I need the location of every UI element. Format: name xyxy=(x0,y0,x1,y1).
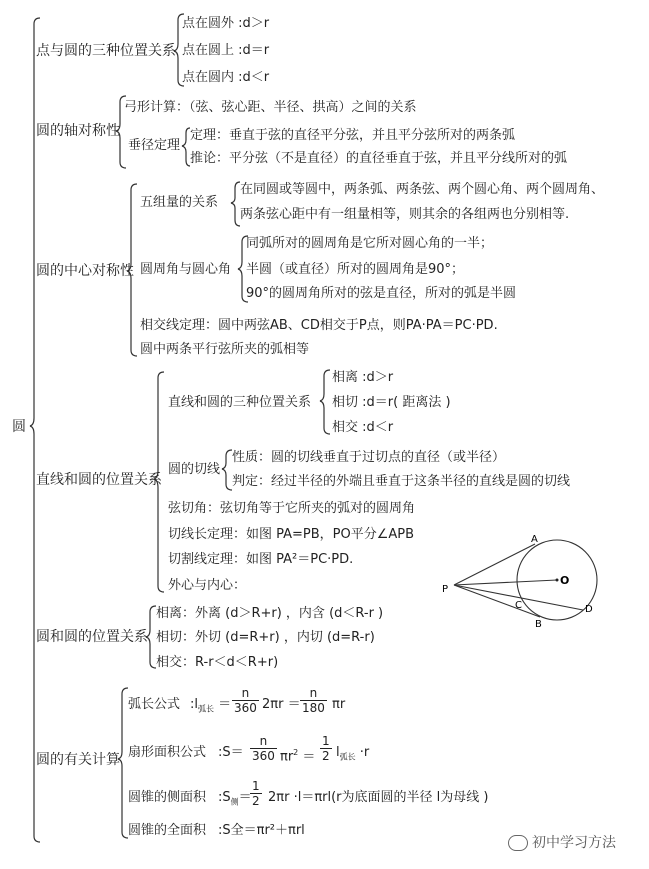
s6-ce-tail: 2πr ·l＝πrl(r为底面圆的半径 l为母线 ) xyxy=(268,790,489,805)
s3-wuzu-line2: 两条弦心距中有一组量相等，则其余的各组两也分别相等. xyxy=(240,207,570,222)
s6-frac-n-360: $\frac{n}{360}$ xyxy=(234,686,257,715)
s5-title: 圆和圆的位置关系 xyxy=(36,629,148,645)
s4-waixin: 外心与内心： xyxy=(168,578,247,593)
s3-xiangjiao: 相交线定理：圆中两弦AB、CD相交于P点，则PA·PA＝PC·PD. xyxy=(140,318,498,333)
s3-wuzu-line1: 在同圆或等圆中，两条弧、两条弦、两个圆心角、两个圆周角、 xyxy=(240,182,605,197)
s6-shanxing-mid: $\pi r^2$ ＝ xyxy=(280,748,316,765)
s6-ce-s: $:S_侧=$ xyxy=(218,790,252,807)
s2-chuijing: 垂径定理 xyxy=(128,138,181,153)
s1-item-outside: 点在圆外 :d＞r xyxy=(182,16,270,31)
root-title: 圆 xyxy=(12,419,26,435)
s4-xianqie: 弦切角：弦切角等于它所夹的弧对的圆周角 xyxy=(168,501,416,516)
s4-xiangli: 相离 :d＞r xyxy=(332,370,394,385)
wechat-icon xyxy=(508,835,528,851)
s4-xiangqie: 相切 :d＝r( 距离法 ) xyxy=(332,395,451,410)
s3-wuzu: 五组量的关系 xyxy=(140,195,219,210)
s6-shanxing-s: :S＝ xyxy=(218,745,244,760)
tangent-figure xyxy=(440,530,610,630)
s6-huchang-end: πr xyxy=(332,697,346,712)
label-P: P xyxy=(442,584,449,595)
s3-title: 圆的中心对称性 xyxy=(36,263,134,279)
s4-xiangjiao: 相交 :d＜r xyxy=(332,420,394,435)
s2-dingli: 定理：垂直于弦的直径平分弦，并且平分弦所对的两条弧 xyxy=(190,128,516,143)
s5-xiangli: 相离：外离 (d＞R+r) ，内含 (d＜R-r ) xyxy=(156,606,384,621)
s6-title: 圆的有关计算 xyxy=(36,752,120,768)
s4-three: 直线和圆的三种位置关系 xyxy=(168,395,312,410)
s6-huchang-l: $:l_{弧长}$ ＝ xyxy=(190,697,232,714)
s6-quan-formula: :S全＝πr²＋πrl xyxy=(218,823,305,838)
s3-zhou-line2: 半圆（或直径）所对的圆周角是90°； xyxy=(246,262,465,277)
s6-frac-1-2-b: $\frac{1}{2}$ xyxy=(252,779,260,808)
s1-item-on: 点在圆上 :d＝r xyxy=(182,43,270,58)
watermark: 初中学习方法 xyxy=(508,835,616,851)
s6-ce: 圆锥的侧面积 xyxy=(128,790,207,805)
s6-frac-n-180: $\frac{n}{180}$ xyxy=(302,686,325,715)
s4-title: 直线和圆的位置关系 xyxy=(36,472,162,488)
label-D: D xyxy=(585,604,593,615)
s2-gongxing: 弓形计算：（弦、弦心距、半径、拱高）之间的关系 xyxy=(124,100,417,115)
s4-qiexian: 圆的切线 xyxy=(168,462,221,477)
s4-xingzhi: 性质：圆的切线垂直于过切点的直径（或半径） xyxy=(232,450,506,465)
s4-qiechang: 切线长定理：如图 PA=PB，PO平分∠APB xyxy=(168,527,415,542)
s6-shanxing: 扇形面积公式 xyxy=(128,745,207,760)
s4-qiege: 切割线定理：如图 PA²＝PC·PD. xyxy=(168,552,354,567)
s6-huchang: 弧长公式 xyxy=(128,697,181,712)
s1-title: 点与圆的三种位置关系 xyxy=(36,43,176,59)
s2-title: 圆的轴对称性 xyxy=(36,123,120,139)
s6-huchang-mid: 2πr ＝ xyxy=(262,697,301,712)
s1-item-inside: 点在圆内 :d＜r xyxy=(182,70,270,85)
s5-xiangqie: 相切：外切 (d=R+r) ，内切 (d=R-r) xyxy=(156,630,375,645)
s3-zhou: 圆周角与圆心角 xyxy=(140,262,232,277)
s6-frac-1-2: $\frac{1}{2}$ xyxy=(322,734,330,763)
s3-zhou-line1: 同弧所对的圆周角是它所对圆心角的一半； xyxy=(246,236,494,251)
s3-pingxing: 圆中两条平行弦所夹的弧相等 xyxy=(140,342,310,357)
s6-shanxing-end: $l_{弧长} \cdot r$ xyxy=(336,745,370,762)
s2-tuilun: 推论：平分弦（不是直径）的直径垂直于弦，并且平分线所对的弧 xyxy=(190,151,568,166)
s3-zhou-line3: 90°的圆周角所对的弦是直径，所对的弧是半圆 xyxy=(246,286,517,301)
s4-panding: 判定：经过半径的外端且垂直于这条半径的直线是圆的切线 xyxy=(232,474,571,489)
s6-quan: 圆锥的全面积 xyxy=(128,823,207,838)
label-A: A xyxy=(531,534,538,545)
s5-xiangjiao: 相交：R-r＜d＜R+r) xyxy=(156,655,279,670)
s6-frac-n-360-b: $\frac{n}{360}$ xyxy=(252,734,275,763)
label-B: B xyxy=(535,619,542,630)
label-C: C xyxy=(515,600,522,611)
label-O: O xyxy=(560,574,570,587)
